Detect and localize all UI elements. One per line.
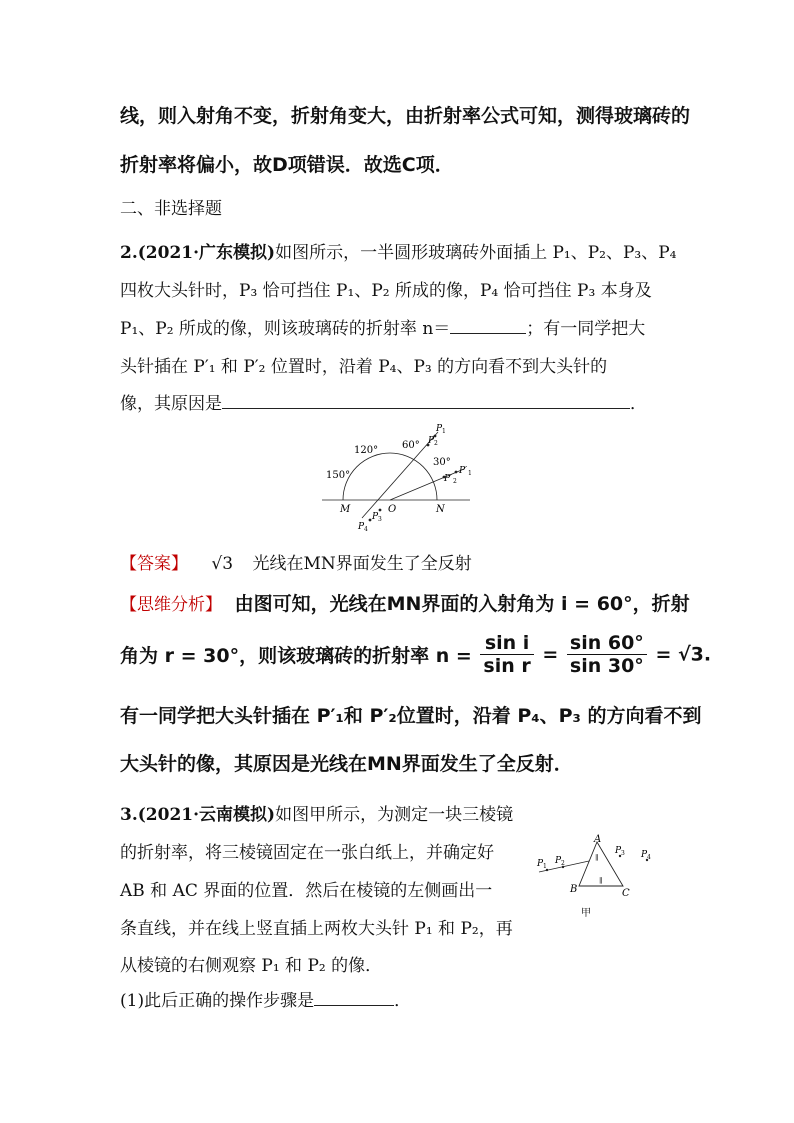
fig-pp2: P′: [444, 474, 453, 484]
q2-answer-line: [120, 549, 472, 574]
q3-number: 3.: [120, 805, 138, 825]
prism-p1: P: [537, 859, 544, 869]
q2-line-1: [120, 238, 677, 263]
q2-blank-reason[interactable]: [222, 392, 630, 409]
fig-p2: P: [428, 436, 435, 446]
prism-label-a: A: [594, 834, 602, 845]
analysis-line-1: [120, 589, 690, 616]
q2-text-5b: ．: [630, 394, 647, 414]
q2-blank-index[interactable]: [450, 317, 526, 334]
frac2-denominator: sin 30°: [569, 655, 644, 677]
q2-text-1: 如图所示，一半圆形玻璃砖外面插上 P₁、P₂、P₃、P₄: [275, 243, 677, 263]
prism-mark-ab: ∥: [595, 854, 599, 862]
fig-p4-sub: 4: [364, 526, 368, 533]
prism-p4: P: [641, 850, 648, 860]
analysis-line-3: 有一同学把大头针插在 P′₁和 P′₂位置时，沿着 P₄、P₃ 的方向看不到: [120, 705, 702, 727]
q2-line-3: [120, 314, 645, 339]
q3-blank-steps[interactable]: [314, 989, 394, 1006]
fig-angle-120: 120°: [354, 445, 379, 456]
analysis-line-2: [120, 632, 711, 677]
q3-source: (2021·云南模拟): [137, 805, 276, 825]
prism-p3-sub: 3: [621, 850, 625, 857]
fraction-sin-i-over-sin-r: [480, 632, 533, 677]
q3-prism-figure: [535, 832, 665, 922]
q3-text-6b: ．: [394, 991, 412, 1011]
fig-pp1-sub: 1: [468, 470, 472, 477]
frac1-numerator: sin i: [480, 632, 533, 655]
q2-text-5a: 像，其原因是: [120, 394, 222, 414]
prism-mark-bc: ∥: [599, 877, 603, 885]
prism-label-b: B: [570, 884, 578, 895]
analysis-result: = √3.: [655, 643, 712, 666]
answer-value: √3: [211, 554, 234, 574]
prism-label-c: C: [622, 888, 630, 899]
q2-number: 2.: [120, 243, 138, 263]
fig-angle-60: 60°: [402, 440, 420, 451]
analysis-text-2a: 角为 r = 30°，则该玻璃砖的折射率 n =: [120, 645, 472, 667]
q3-text-6a: (1)此后正确的操作步骤是: [120, 991, 315, 1011]
q3-line-5: 从棱镜的右侧观察 P₁ 和 P₂ 的像．: [120, 956, 383, 976]
q2-semicircle-figure: [318, 418, 478, 534]
fig-pp1: P′: [459, 466, 468, 476]
prism-caption: 甲: [581, 908, 591, 919]
fig-p1-sub: 1: [442, 428, 446, 435]
fig-label-o: O: [388, 504, 397, 515]
q2-text-3b: ；有一同学把大: [526, 319, 646, 339]
q3-text-1: 如图甲所示，为测定一块三棱镜: [275, 805, 514, 825]
frac1-denominator: sin r: [483, 655, 531, 677]
analysis-tag: 【思维分析】: [120, 595, 222, 615]
q3-line-1: [120, 800, 513, 825]
prism-p3: P: [615, 846, 622, 856]
q3-line-3: AB 和 AC 界面的位置．然后在棱镜的左侧画出一: [120, 881, 493, 901]
prism-p4-sub: 4: [647, 854, 651, 861]
fig-p3: P: [372, 512, 379, 522]
fig-p1: P: [436, 424, 443, 434]
section-heading: 二、非选择题: [120, 199, 222, 219]
q3-line-4: 条直线，并在线上竖直插上两枚大头针 P₁ 和 P₂，再: [120, 919, 513, 939]
fig-label-n: N: [436, 504, 445, 515]
prism-p2: P: [555, 856, 562, 866]
continuation-line-2: 折射率将偏小，故D项错误．故选C项．: [120, 154, 454, 176]
fig-label-m: M: [340, 504, 351, 515]
q2-line-4: 头针插在 P′₁ 和 P′₂ 位置时，沿着 P₄、P₃ 的方向看不到大头针的: [120, 357, 608, 377]
fig-p2-sub: 2: [434, 440, 438, 447]
frac2-numerator: sin 60°: [567, 632, 647, 655]
fraction-sin60-over-sin30: [567, 632, 647, 677]
equals-sign: =: [542, 643, 559, 666]
q2-line-2: 四枚大头针时，P₃ 恰可挡住 P₁、P₂ 所成的像，P₄ 恰可挡住 P₃ 本身及: [120, 281, 652, 301]
prism-p1-sub: 1: [543, 863, 547, 870]
analysis-line-4: 大头针的像，其原因是光线在MN界面发生了全反射．: [120, 753, 573, 775]
q3-line-6: [120, 986, 411, 1011]
fig-pp2-sub: 2: [453, 478, 457, 485]
analysis-text-1: 由图可知，光线在MN界面的入射角为 i = 60°，折射: [234, 593, 690, 615]
fig-angle-30: 30°: [433, 457, 451, 468]
q2-text-3a: P₁、P₂ 所成的像，则该玻璃砖的折射率 n＝: [120, 319, 451, 339]
prism-p2-sub: 2: [561, 860, 565, 867]
q2-source: (2021·广东模拟): [137, 243, 276, 263]
answer-text: 光线在MN界面发生了全反射: [252, 554, 472, 574]
answer-tag: 【答案】: [120, 554, 188, 574]
continuation-line-1: 线，则入射角不变，折射角变大，由折射率公式可知，测得玻璃砖的: [120, 105, 691, 127]
q3-line-2: 的折射率，将三棱镜固定在一张白纸上，并确定好: [120, 843, 494, 863]
q2-line-5: [120, 389, 647, 414]
fig-p4: P: [358, 522, 365, 532]
fig-angle-150: 150°: [326, 470, 351, 481]
fig-p3-sub: 3: [378, 516, 382, 523]
